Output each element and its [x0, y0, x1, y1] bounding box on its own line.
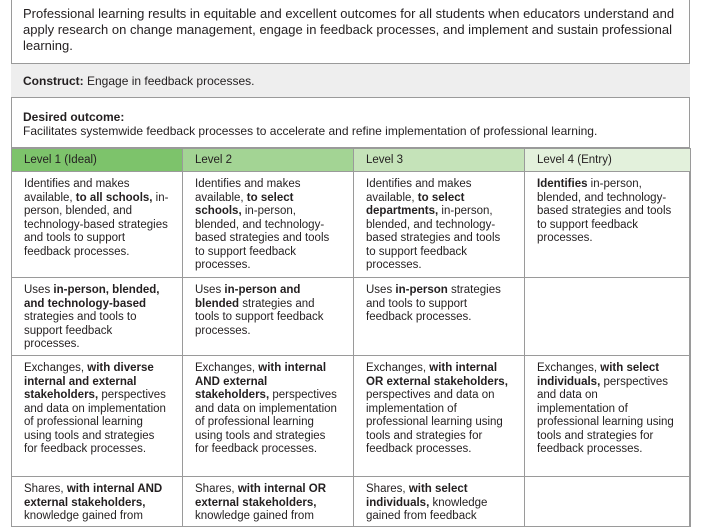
table-row	[12, 356, 691, 477]
cell-emphasis: with select individuals,	[366, 483, 468, 509]
standard-statement: Professional learning results in equitable and excellent outcomes for all students when educators understand and apply research on change management, engage in feedback processes, and implement and sustain professional learning.	[11, 0, 690, 64]
cell-emphasis: with internal OR external stakeholders,	[366, 362, 508, 388]
cell-text: in-person, blended, and technology-based strategies and tools to support feedback processes.	[537, 178, 672, 244]
level-1-header: Level 1 (Ideal)	[12, 149, 183, 172]
desired-outcome	[11, 98, 690, 148]
cell-text: strategies and tools to support feedback processes.	[366, 284, 501, 323]
table-cell	[12, 356, 183, 477]
cell-emphasis: to all schools,	[75, 191, 153, 204]
cell-text: Uses	[24, 284, 54, 296]
cell-emphasis: in-person	[395, 284, 448, 296]
cell-text: Shares,	[366, 483, 409, 495]
desired-outcome-label: Desired outcome:	[23, 110, 125, 124]
cell-emphasis: to select schools,	[195, 191, 294, 217]
table-cell	[183, 172, 354, 278]
table-cell	[354, 278, 525, 356]
table-row	[12, 172, 691, 278]
table-cell	[12, 172, 183, 278]
cell-text: Exchanges,	[195, 362, 259, 374]
cell-text: Exchanges,	[24, 362, 88, 374]
cell-text: perspectives and data on implementation of professional learning using tools and strategies for feedback processes.	[195, 389, 337, 455]
cell-text: perspectives and data on implementation of professional learning using tools and strategies for feedback processes.	[537, 375, 674, 455]
table-row	[12, 477, 691, 527]
construct-label: Construct:	[23, 74, 84, 88]
level-2-header: Level 2	[183, 149, 354, 172]
desired-outcome-text: Facilitates systemwide feedback processes to accelerate and refine implementation of professional learning.	[23, 124, 598, 138]
cell-emphasis: with diverse internal and external stakeholders,	[24, 362, 154, 401]
cell-emphasis: in-person, blended, and technology-based	[24, 284, 160, 310]
cell-text: knowledge gained from	[24, 510, 143, 522]
level-4-header: Level 4 (Entry)	[525, 149, 691, 172]
cell-text: Shares,	[24, 483, 67, 495]
cell-text: in-person, blended, and technology-based strategies and tools to support feedback processes.	[195, 205, 330, 271]
construct-text: Engage in feedback processes.	[83, 74, 255, 88]
cell-emphasis: with internal OR external stakeholders,	[195, 483, 326, 509]
table-cell	[354, 172, 525, 278]
table-cell	[183, 278, 354, 356]
cell-emphasis: with internal AND external stakeholders,	[195, 362, 327, 401]
table-cell	[525, 477, 691, 527]
cell-text: in-person, blended, and technology-based strategies and tools to support feedback processes.	[366, 205, 501, 271]
table-cell	[525, 172, 691, 278]
cell-emphasis: with select individuals,	[537, 362, 660, 388]
cell-text: Identifies and makes available,	[195, 178, 301, 204]
cell-emphasis: in-person and blended	[195, 284, 301, 310]
cell-emphasis: Identifies	[537, 178, 588, 190]
cell-text: perspectives and data on implementation of professional learning using tools and strategies for feedback processes.	[366, 389, 503, 455]
table-cell	[183, 356, 354, 477]
table-row	[12, 278, 691, 356]
cell-text: knowledge gained from	[195, 510, 314, 522]
table-cell	[354, 356, 525, 477]
cell-text: Exchanges,	[537, 362, 601, 374]
cell-text: strategies and tools to support feedback processes.	[24, 311, 137, 350]
cell-text: perspectives and data on implementation of professional learning using tools and strategies for feedback processes.	[24, 389, 166, 455]
cell-text: in-person, blended, and technology-based strategies and tools to support feedback processes.	[24, 191, 169, 258]
cell-text: strategies and tools to support feedback processes.	[195, 297, 324, 337]
cell-text: knowledge gained from feedback	[366, 496, 488, 522]
construct-row	[11, 64, 690, 98]
cell-text: Uses	[195, 284, 225, 296]
table-cell	[354, 477, 525, 527]
table-cell	[12, 477, 183, 527]
cell-text: Exchanges,	[366, 362, 430, 374]
level-3-header: Level 3	[354, 149, 525, 172]
table-cell	[183, 477, 354, 527]
levels-table	[11, 148, 691, 527]
cell-text: Identifies and makes available,	[24, 178, 130, 204]
cell-text: Shares,	[195, 483, 238, 495]
cell-text: Uses	[366, 284, 396, 296]
cell-emphasis: with internal AND external stakeholders,	[24, 483, 163, 509]
cell-emphasis: to select departments,	[366, 191, 465, 217]
table-cell	[525, 356, 691, 477]
levels-header-row	[12, 149, 691, 172]
table-cell	[525, 278, 691, 356]
cell-text: Identifies and makes available,	[366, 178, 472, 204]
table-cell	[12, 278, 183, 356]
